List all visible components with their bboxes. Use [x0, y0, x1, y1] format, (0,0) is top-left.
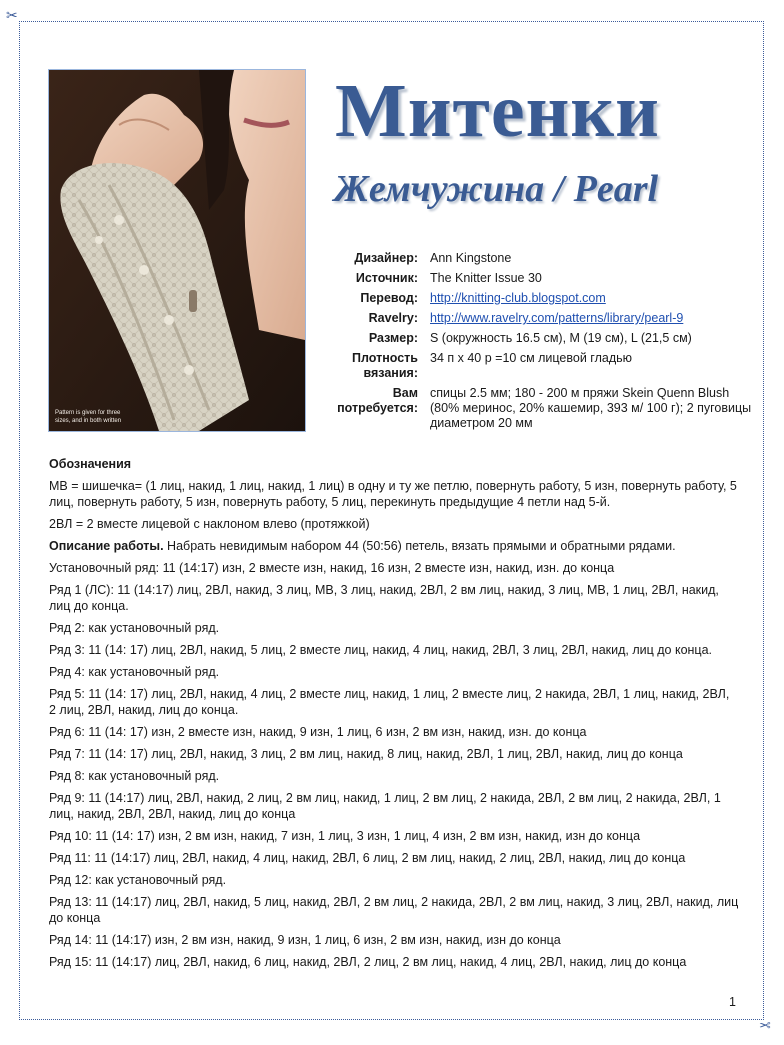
info-value: 34 п х 40 р =10 см лицевой гладью [430, 351, 633, 365]
info-row [320, 291, 760, 306]
info-value [430, 311, 760, 326]
abbr-k2tog: 2ВЛ = 2 вместе лицевой с наклоном влево (протяжкой) [49, 517, 370, 531]
rows-list [49, 560, 739, 970]
info-label: Ravelry: [368, 311, 418, 325]
desc-text: Набрать невидимым набором 44 (50:56) петель, вязать прямыми и обратными рядами. [163, 539, 676, 553]
pattern-row: Ряд 2: как установочный ряд. [49, 621, 220, 635]
pattern-row: Ряд 12: как установочный ряд. [49, 873, 227, 887]
pattern-row: Ряд 13: 11 (14:17) лиц, 2ВЛ, накид, 5 лиц, накид, 2ВЛ, 2 вм лиц, 2 накида, 2ВЛ, 2 вм лиц, накид, 3 лиц, 2ВЛ, накид, лиц до конца [49, 895, 739, 925]
pattern-row: Установочный ряд: 11 (14:17) изн, 2 вместе изн, накид, 16 изн, 2 вместе изн, накид, изн. до конца [49, 561, 615, 575]
info-link[interactable]: http://knitting-club.blogspot.com [430, 291, 606, 305]
page-subtitle: Жемчужина / Pearl [334, 168, 659, 210]
pattern-row: Ряд 3: 11 (14: 17) лиц, 2ВЛ, накид, 5 лиц, 2 вместе лиц, накид, 4 лиц, накид, 2ВЛ, 3 лиц, 2ВЛ, накид, лиц до конца. [49, 643, 713, 657]
legend-heading: Обозначения [49, 457, 132, 471]
info-label: Источник: [355, 271, 418, 285]
info-label: Вам потребуется: [337, 386, 418, 415]
scissors-icon: ✂ [759, 1017, 771, 1033]
info-value: Ann Kingstone [430, 251, 512, 265]
info-value: S (окружность 16.5 см), M (19 см), L (21,5 см) [430, 331, 692, 345]
pattern-row: Ряд 15: 11 (14:17) лиц, 2ВЛ, накид, 6 лиц, накид, 2ВЛ, 2 лиц, 2 вм лиц, накид, 4 лиц, 2ВЛ, накид, лиц до конца [49, 955, 687, 969]
info-row [320, 311, 760, 326]
info-label: Плотность вязания: [352, 351, 418, 380]
pattern-info [320, 251, 760, 436]
page-title: Митенки [335, 69, 660, 153]
pattern-row: Ряд 9: 11 (14:17) лиц, 2ВЛ, накид, 2 лиц, 2 вм лиц, накид, 1 лиц, 2 вм лиц, 2 накида, 2ВЛ, 2 вм лиц, 2 накида, 2ВЛ, 1 лиц, накид, 2ВЛ, 2ВЛ, накид, лиц до конца [49, 791, 721, 821]
info-row [320, 386, 760, 431]
photo-caption: Pattern is given for three sizes, and in both written [55, 410, 122, 424]
info-label: Размер: [368, 331, 418, 345]
work-description [49, 538, 739, 554]
pattern-row: Ряд 1 (ЛС): 11 (14:17) лиц, 2ВЛ, накид, 3 лиц, МВ, 3 лиц, накид, 2ВЛ, 2 вм лиц, накид, 3 лиц, МВ, 1 лиц, 2ВЛ, накид, лиц до конца. [49, 583, 719, 613]
pattern-row: Ряд 7: 11 (14: 17) лиц, 2ВЛ, накид, 3 лиц, 2 вм лиц, накид, 8 лиц, накид, 2ВЛ, 1 лиц, 2ВЛ, накид, лиц до конца [49, 747, 683, 761]
pattern-row: Ряд 10: 11 (14: 17) изн, 2 вм изн, накид, 7 изн, 1 лиц, 3 изн, 1 лиц, 4 изн, 2 вм изн, накид, изн до конца [49, 829, 641, 843]
info-value: The Knitter Issue 30 [430, 271, 542, 285]
pattern-row: Ряд 8: как установочный ряд. [49, 769, 220, 783]
info-row [320, 271, 760, 286]
pattern-body [49, 456, 739, 976]
pattern-row: Ряд 5: 11 (14: 17) лиц, 2ВЛ, накид, 4 лиц, 2 вместе лиц, накид, 1 лиц, 2 вместе лиц, 2 накида, 2ВЛ, 1 лиц, накид, 2ВЛ, 2 лиц, 2ВЛ, накид, лиц до конца. [49, 687, 730, 717]
info-label: Дизайнер: [354, 251, 418, 265]
info-row [320, 351, 760, 381]
info-row [320, 331, 760, 346]
product-photo [48, 69, 306, 432]
desc-heading: Описание работы. [49, 539, 164, 553]
pattern-row: Ряд 4: как установочный ряд. [49, 665, 220, 679]
pattern-row: Ряд 14: 11 (14:17) изн, 2 вм изн, накид, 9 изн, 1 лиц, 6 изн, 2 вм изн, накид, изн до конца [49, 933, 561, 947]
info-value [430, 291, 760, 306]
page-number: 1 [729, 995, 736, 1009]
pattern-row: Ряд 11: 11 (14:17) лиц, 2ВЛ, накид, 4 лиц, накид, 2ВЛ, 6 лиц, 2 вм лиц, накид, 2 лиц, 2ВЛ, накид, лиц до конца [49, 851, 686, 865]
info-link[interactable]: http://www.ravelry.com/patterns/library/pearl-9 [430, 311, 684, 325]
photo-illustration [49, 70, 305, 431]
info-value: спицы 2.5 мм; 180 - 200 м пряжи Skein Quenn Blush (80% меринос, 20% кашемир, 393 м/ 100 г); 2 пуговицы диаметром 20 мм [430, 386, 752, 430]
pattern-row: Ряд 6: 11 (14: 17) изн, 2 вместе изн, накид, 9 изн, 1 лиц, 6 изн, 2 вм изн, накид, изн. до конца [49, 725, 587, 739]
scissors-icon: ✂ [6, 7, 18, 23]
info-row [320, 251, 760, 266]
info-label: Перевод: [360, 291, 418, 305]
abbr-mb: МВ = шишечка= (1 лиц, накид, 1 лиц, накид, 1 лиц) в одну и ту же петлю, повернуть работу, 5 изн, повернуть работу, 5 лиц, повернуть работу, 5 изн, повернуть работу, 5 лиц, перекинуть предыдущие 4 петли над 5-й. [49, 479, 737, 509]
